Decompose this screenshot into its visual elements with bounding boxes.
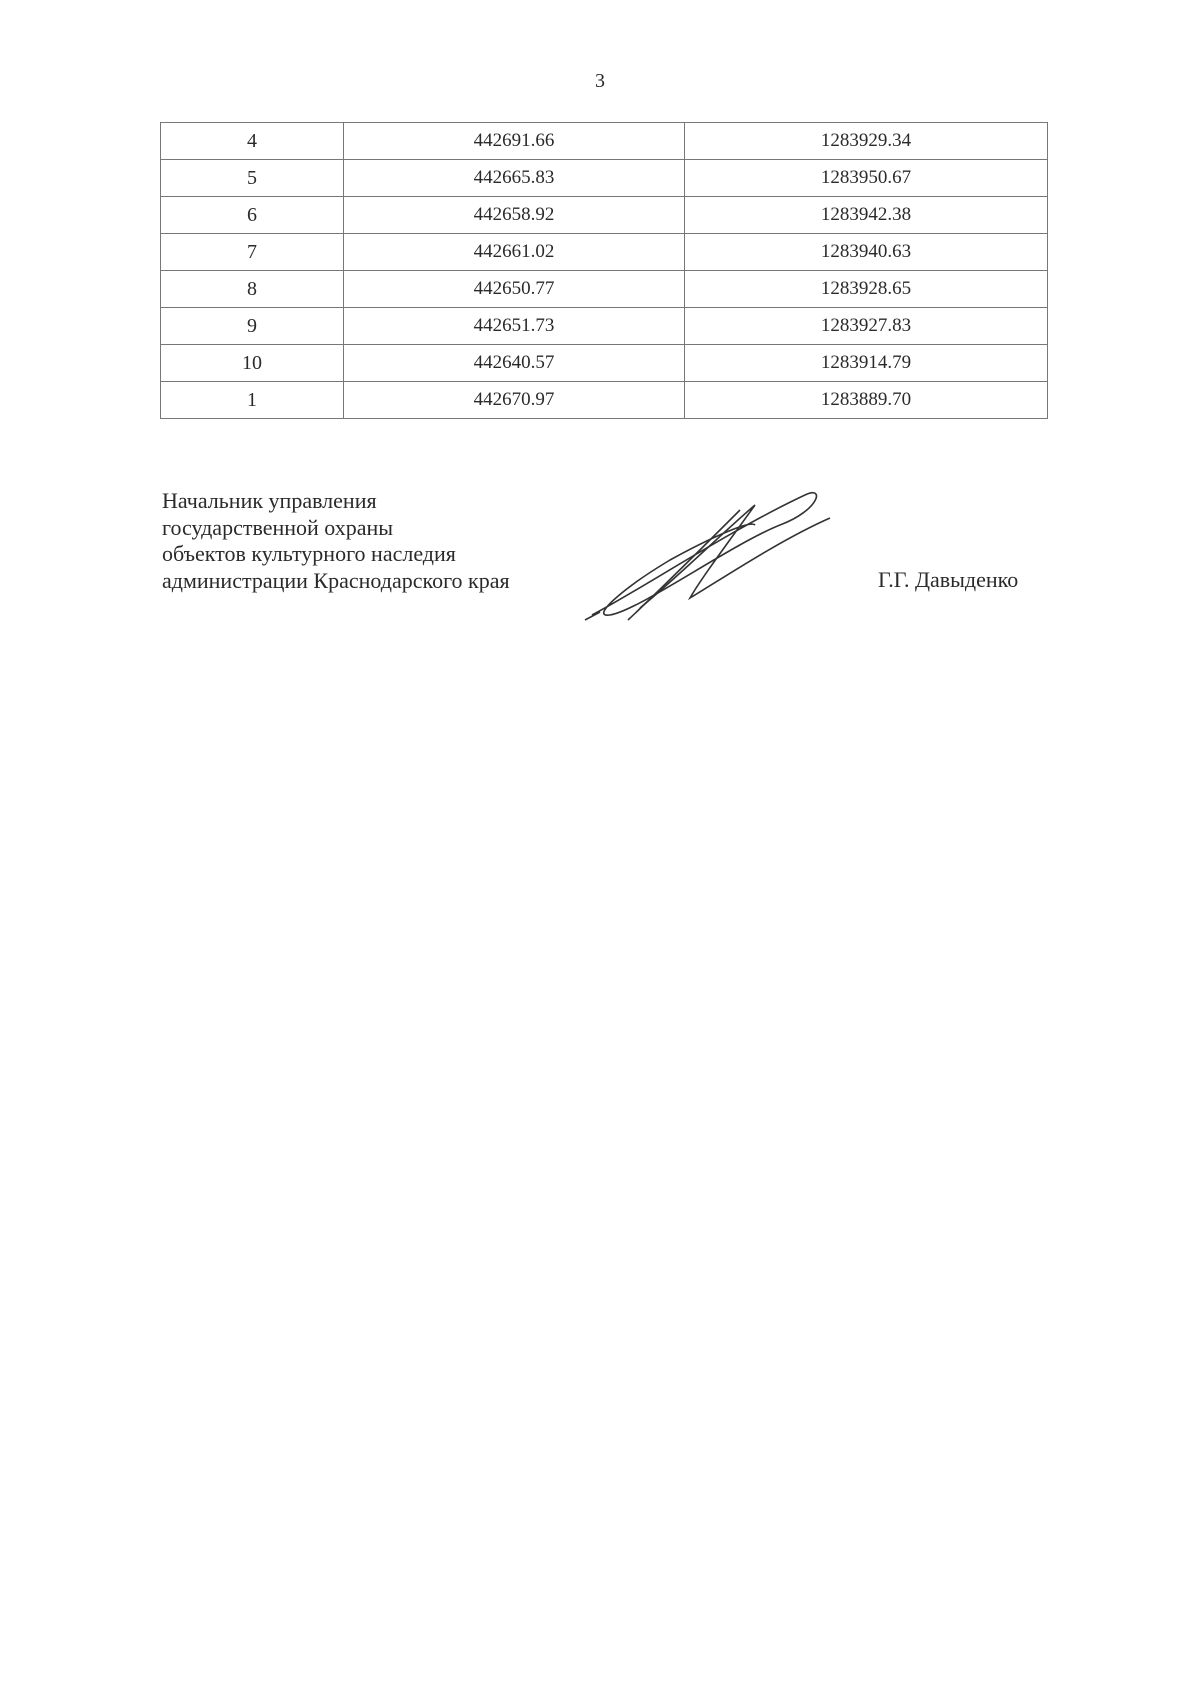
table-row (161, 123, 1048, 160)
y-coordinate-cell: 1283929.34 (685, 123, 1048, 160)
table-row (161, 345, 1048, 382)
table-row (161, 160, 1048, 197)
title-line: государственной охраны (162, 514, 394, 540)
coordinates-table (160, 122, 1048, 419)
x-coordinate-cell: 442640.57 (344, 345, 685, 382)
y-coordinate-cell: 1283950.67 (685, 160, 1048, 197)
x-coordinate-cell: 442650.77 (344, 271, 685, 308)
title-line: администрации Краснодарского края (162, 567, 510, 593)
y-coordinate-cell: 1283940.63 (685, 234, 1048, 271)
x-coordinate-cell: 442651.73 (344, 308, 685, 345)
point-number-cell: 8 (161, 271, 344, 308)
point-number-cell: 4 (161, 123, 344, 160)
y-coordinate-cell: 1283928.65 (685, 271, 1048, 308)
point-number-cell: 9 (161, 308, 344, 345)
table-row (161, 197, 1048, 234)
table-row (161, 234, 1048, 271)
x-coordinate-cell: 442661.02 (344, 234, 685, 271)
x-coordinate-cell: 442670.97 (344, 382, 685, 419)
signatory-title (162, 488, 510, 594)
y-coordinate-cell: 1283914.79 (685, 345, 1048, 382)
x-coordinate-cell: 442658.92 (344, 197, 685, 234)
x-coordinate-cell: 442665.83 (344, 160, 685, 197)
point-number-cell: 10 (161, 345, 344, 382)
y-coordinate-cell: 1283942.38 (685, 197, 1048, 234)
title-line: объектов культурного наследия (162, 541, 456, 566)
signatory-name: Г.Г. Давыденко (878, 567, 1019, 592)
point-number-cell: 5 (161, 160, 344, 197)
point-number-cell: 7 (161, 234, 344, 271)
table-row (161, 382, 1048, 419)
handwritten-signature (580, 480, 840, 630)
y-coordinate-cell: 1283927.83 (685, 308, 1048, 345)
y-coordinate-cell: 1283889.70 (685, 382, 1048, 419)
x-coordinate-cell: 442691.66 (344, 123, 685, 160)
page-number: 3 (595, 70, 605, 92)
table-row (161, 308, 1048, 345)
point-number-cell: 6 (161, 197, 344, 234)
table-row (161, 271, 1048, 308)
title-line: Начальник управления (162, 488, 377, 513)
point-number-cell: 1 (161, 382, 344, 419)
